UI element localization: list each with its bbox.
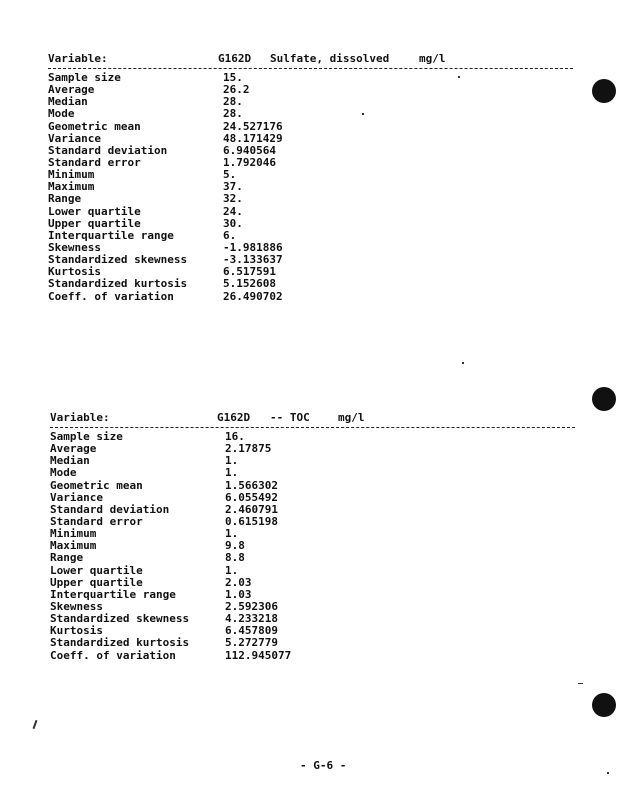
- stat-label: Minimum: [50, 527, 97, 541]
- variable-label: Variable:: [50, 411, 110, 424]
- variable-header: [50, 411, 575, 425]
- stat-value: 2.460791: [225, 502, 278, 516]
- stat-value: 8.8: [225, 551, 245, 565]
- stat-value: 15.: [223, 71, 243, 84]
- stat-value: 1.: [225, 454, 239, 468]
- scan-speck: [578, 683, 583, 684]
- stat-row: [50, 455, 575, 467]
- stat-row: [48, 278, 573, 290]
- stat-row: [48, 84, 573, 96]
- stat-value: 1.: [225, 527, 239, 541]
- stats-section-sulfate: [48, 52, 573, 303]
- stat-label: Average: [50, 442, 97, 456]
- stat-row: [48, 108, 573, 120]
- scan-speck: [458, 76, 460, 78]
- stat-label: Interquartile range: [48, 228, 174, 242]
- stat-value: 1.03: [225, 587, 252, 601]
- stat-value: 1.792046: [223, 155, 276, 169]
- stat-row: [50, 577, 575, 589]
- stat-value: -1.981886: [223, 240, 283, 254]
- stat-row: [50, 613, 575, 625]
- stat-row: [50, 528, 575, 540]
- stat-label: Mode: [48, 107, 75, 121]
- stat-label: Coeff. of variation: [50, 648, 176, 662]
- stat-value: 26.2: [223, 83, 250, 97]
- stat-value: 2.592306: [225, 599, 278, 613]
- stat-row: [48, 181, 573, 193]
- stat-label: Minimum: [48, 168, 95, 182]
- stat-value: 26.490702: [223, 289, 283, 303]
- stat-row: [48, 72, 573, 84]
- stat-value: 30.: [223, 216, 243, 230]
- stats-table: [50, 431, 575, 662]
- stat-row: [50, 565, 575, 577]
- stat-value: 112.945077: [225, 648, 292, 662]
- binder-hole: [592, 693, 616, 717]
- stat-row: [50, 480, 575, 492]
- variable-code: G162D: [218, 52, 252, 65]
- stat-label: Standardized skewness: [48, 253, 188, 267]
- stat-row: [50, 650, 575, 662]
- dashed-divider: [50, 427, 575, 428]
- scan-speck: [462, 362, 464, 364]
- binder-hole: [592, 387, 616, 411]
- stat-value: 6.940564: [223, 143, 276, 157]
- stat-value: 2.03: [225, 575, 252, 589]
- stat-label: Kurtosis: [50, 624, 103, 638]
- stat-value: 0.615198: [225, 514, 278, 528]
- stat-label: Maximum: [50, 539, 97, 553]
- stat-row: [50, 467, 575, 479]
- stat-value: 28.: [223, 107, 243, 121]
- binder-hole: [592, 79, 616, 103]
- stat-value: 6.055492: [225, 490, 278, 504]
- stat-row: [48, 254, 573, 266]
- stat-label: Geometric mean: [48, 119, 141, 133]
- stat-label: Average: [48, 83, 95, 97]
- stat-label: Standardized kurtosis: [48, 277, 188, 291]
- stat-label: Standardized skewness: [50, 612, 190, 626]
- stat-label: Lower quartile: [50, 563, 143, 577]
- stat-row: [48, 206, 573, 218]
- stat-row: [48, 291, 573, 303]
- stat-value: 37.: [223, 180, 243, 194]
- stat-row: [48, 169, 573, 181]
- stat-label: Range: [50, 551, 84, 565]
- stat-label: Variance: [50, 490, 103, 504]
- stat-value: 24.527176: [223, 119, 283, 133]
- stat-label: Standardized kurtosis: [50, 636, 190, 650]
- stat-value: 5.: [223, 168, 237, 182]
- stat-label: Lower quartile: [48, 204, 141, 218]
- stat-value: -3.133637: [223, 253, 283, 267]
- stat-value: 6.457809: [225, 624, 278, 638]
- stat-value: 48.171429: [223, 131, 283, 145]
- stat-label: Sample size: [50, 430, 123, 443]
- stat-label: Median: [48, 95, 88, 109]
- stat-label: Upper quartile: [50, 575, 143, 589]
- stat-row: [50, 516, 575, 528]
- scan-speck: [362, 113, 364, 115]
- stat-row: [48, 230, 573, 242]
- stat-label: Kurtosis: [48, 265, 101, 279]
- stat-row: [50, 540, 575, 552]
- stat-label: Standard deviation: [48, 143, 168, 157]
- stat-row: [50, 552, 575, 564]
- stat-label: Range: [48, 192, 82, 206]
- stat-label: Standard error: [50, 514, 143, 528]
- page-number: - G-6 -: [300, 759, 347, 772]
- stats-section-toc: [50, 411, 575, 662]
- stat-row: [48, 218, 573, 230]
- stat-label: Upper quartile: [48, 216, 141, 230]
- scan-speck: [607, 772, 609, 774]
- stat-value: 1.566302: [225, 478, 278, 492]
- stat-row: [50, 637, 575, 649]
- stat-label: Standard error: [48, 155, 141, 169]
- variable-description: -- TOC: [270, 411, 310, 424]
- stat-value: 1.: [225, 466, 239, 480]
- stat-value: 32.: [223, 192, 243, 206]
- stat-label: Interquartile range: [50, 587, 176, 601]
- stat-row: [48, 121, 573, 133]
- stat-value: 24.: [223, 204, 243, 218]
- stat-label: Variance: [48, 131, 101, 145]
- stat-label: Skewness: [48, 240, 101, 254]
- variable-description: Sulfate, dissolved: [270, 52, 390, 65]
- stat-label: Maximum: [48, 180, 95, 194]
- stat-row: [48, 193, 573, 205]
- variable-code: G162D: [217, 411, 251, 424]
- stat-value: 9.8: [225, 539, 245, 553]
- stat-row: [48, 157, 573, 169]
- stat-label: Standard deviation: [50, 502, 170, 516]
- stat-label: Skewness: [50, 599, 103, 613]
- stat-row: [48, 96, 573, 108]
- variable-unit: mg/l: [338, 411, 365, 424]
- stat-label: Median: [50, 454, 90, 468]
- stat-label: Sample size: [48, 71, 121, 84]
- stat-value: 4.233218: [225, 612, 278, 626]
- stat-value: 28.: [223, 95, 243, 109]
- variable-label: Variable:: [48, 52, 108, 65]
- stat-label: Geometric mean: [50, 478, 143, 492]
- stat-value: 6.: [223, 228, 237, 242]
- stat-label: Mode: [50, 466, 77, 480]
- stat-row: [50, 431, 575, 443]
- stat-value: 1.: [225, 563, 239, 577]
- variable-header: [48, 52, 573, 66]
- variable-unit: mg/l: [419, 52, 446, 65]
- stat-value: 6.517591: [223, 265, 276, 279]
- dashed-divider: [48, 68, 573, 69]
- stat-row: [50, 589, 575, 601]
- scan-speck: [33, 720, 38, 729]
- stats-table: [48, 72, 573, 303]
- stat-row: [50, 443, 575, 455]
- stat-value: 5.152608: [223, 277, 276, 291]
- stat-value: 5.272779: [225, 636, 278, 650]
- stat-value: 16.: [225, 430, 245, 443]
- stat-label: Coeff. of variation: [48, 289, 174, 303]
- stat-value: 2.17875: [225, 442, 272, 456]
